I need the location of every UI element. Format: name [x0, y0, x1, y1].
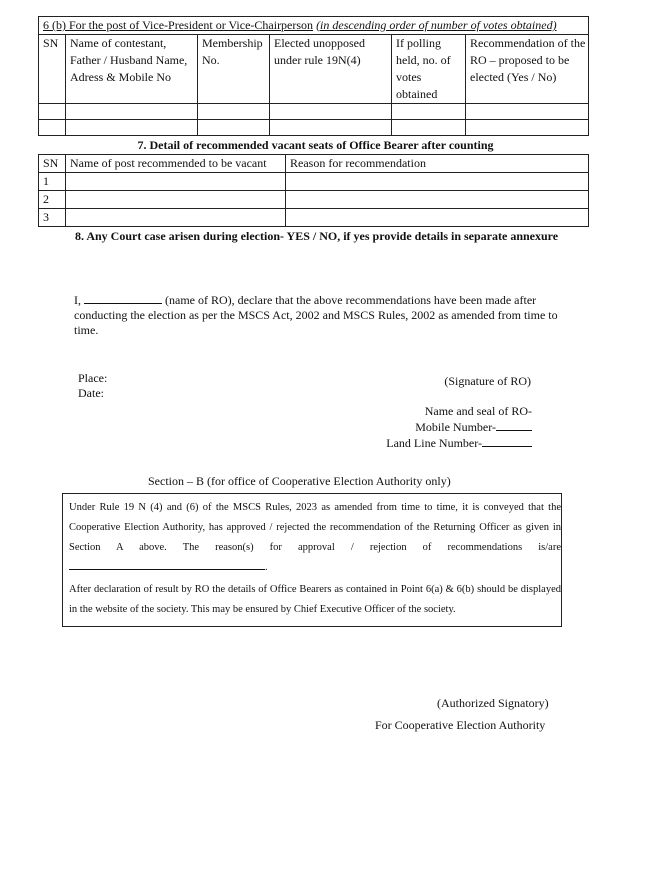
section-6b-caption: 6 (b) For the post of Vice-President or Vice-Chairperson (in descending order of number of votes obtained) — [39, 17, 589, 35]
authorized-signatory: (Authorized Signatory) — [437, 696, 549, 710]
signature-of-ro: (Signature of RO) — [444, 374, 531, 388]
name-and-seal-label: Name and seal of RO- — [424, 404, 532, 418]
mobile-number-field: Mobile Number- — [415, 420, 532, 435]
header-contestant: Name of contestant, Father / Husband Name, Adress & Mobile No — [66, 35, 198, 104]
header-recommendation: Recommendation of the RO – proposed to be elected (Yes / No) — [466, 35, 589, 104]
ro-declaration: I, (name of RO), declare that the above recommendations have been made after conducting the election as per the MSCS Act, 2002 and MSCS Rules, 2002 as amended from time to time. — [74, 293, 558, 337]
table-row — [39, 120, 589, 136]
table-header-row — [39, 35, 589, 104]
table-row — [39, 104, 589, 120]
header-membership: Membership No. — [198, 35, 270, 104]
mobile-number-blank[interactable] — [496, 430, 532, 431]
table-row — [39, 173, 589, 191]
row-number: 1 — [39, 173, 66, 191]
row-number: 3 — [39, 209, 66, 227]
section-7-title: 7. Detail of recommended vacant seats of Office Bearer after counting — [137, 138, 494, 152]
header-unopposed: Elected unopposed under rule 19N(4) — [270, 35, 392, 104]
vice-president-table — [38, 16, 589, 136]
header-post: Name of post recommended to be vacant — [66, 155, 286, 173]
header-sn: SN — [39, 155, 66, 173]
row-number: 2 — [39, 191, 66, 209]
table-row — [39, 209, 589, 227]
header-reason: Reason for recommendation — [286, 155, 589, 173]
header-sn: SN — [39, 35, 66, 104]
header-votes: If polling held, no. of votes obtained — [392, 35, 466, 104]
display-instruction-paragraph: After declaration of result by RO the details of Office Bearers as contained in Point 6(a) & 6(b) should be displayed in the website of the society. This may be ensured by Chief Executive Officer of the society. — [69, 584, 561, 615]
for-cea-label: For Cooperative Election Authority — [375, 718, 546, 732]
section-b-box — [62, 493, 562, 627]
landline-number-field: Land Line Number- — [386, 436, 532, 451]
landline-number-blank[interactable] — [482, 446, 532, 447]
ro-name-blank[interactable] — [84, 303, 162, 304]
vacant-seats-table — [38, 137, 589, 227]
table-row — [39, 191, 589, 209]
place-label: Place: — [78, 371, 108, 385]
court-case-statement: 8. Any Court case arisen during election- YES / NO, if yes provide details in separate annexure — [75, 229, 559, 243]
approval-paragraph: Under Rule 19 N (4) and (6) of the MSCS Rules, 2023 as amended from time to time, it is conveyed that the Cooperative Election Authority, has approved / rejected the recommendation of the Returning Officer as given in Section A above. The reason(s) for approval / rejection of recommendations is/are . — [69, 502, 561, 573]
section-b-heading: Section – B (for office of Cooperative Election Authority only) — [148, 474, 451, 488]
table-header-row — [39, 155, 589, 173]
reason-blank[interactable] — [69, 569, 265, 570]
date-label: Date: — [78, 386, 104, 400]
